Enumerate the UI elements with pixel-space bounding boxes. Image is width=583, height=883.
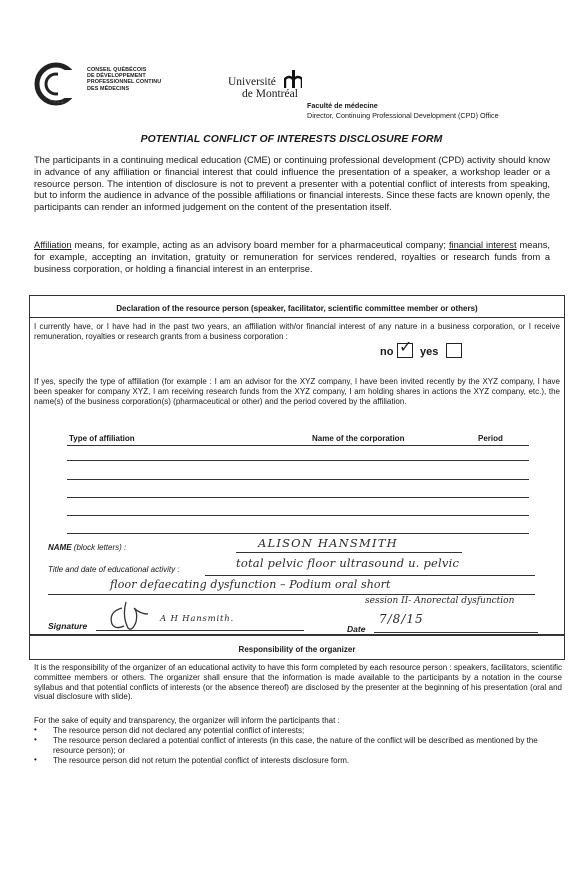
date-value[interactable]: 7/8/15 <box>379 612 424 626</box>
declaration-heading: Declaration of the resource person (speaker, facilitator, scientific committee member or others) <box>116 304 478 313</box>
table-header-corporation: Name of the corporation <box>312 434 405 443</box>
table-line[interactable] <box>67 460 529 461</box>
name-line <box>236 552 462 553</box>
check-icon: ✓ <box>399 339 413 356</box>
yes-label: yes <box>420 346 439 358</box>
activity-value-line1[interactable]: total pelvic floor ultrasound u. pelvic <box>236 556 460 570</box>
page-title: POTENTIAL CONFLICT OF INTERESTS DISCLOSURE FORM <box>140 134 443 145</box>
signature-value[interactable]: A H Hansmith. <box>160 614 235 624</box>
no-checkbox[interactable] <box>397 339 413 358</box>
activity-value-line3[interactable]: session II- Anorectal dysfunction <box>365 596 515 606</box>
name-label-bold: NAME <box>48 543 72 552</box>
cqdpcm-line: DES MÉDECINS <box>87 85 130 92</box>
cqdpcm-logo <box>34 62 88 106</box>
if-yes-instructions: If yes, specify the type of affiliation (for example : I am an advisor for the XYZ company, I have been invited recently by the XYZ company, I have been speaker for company XYZ, I am receiving research funds from the XYZ company, I am holding shares in actions the XYZ company, etc.), the name(s) of the business corporation(s) (pharmaceutical or other) and the period covered by the affiliation. <box>34 377 560 406</box>
signature-line <box>96 630 304 631</box>
bullet-dot: • <box>34 725 37 734</box>
udem-line2: de Montréal <box>242 88 298 100</box>
cqdpcm-line: PROFESSIONNEL CONTINU <box>87 79 162 86</box>
affiliation-text: means, for example, acting as an advisory board member for a pharmaceutical company; <box>71 240 449 250</box>
table-line[interactable] <box>67 533 529 534</box>
signature-label: Signature <box>48 621 88 631</box>
date-line <box>374 632 538 633</box>
udem-line1: Université <box>228 76 276 88</box>
affiliation-term: Affiliation <box>34 240 72 250</box>
table-header-type: Type of affiliation <box>69 434 135 443</box>
financial-term: financial interest <box>448 240 517 250</box>
table-line[interactable] <box>67 445 529 446</box>
cqdpcm-line: DE DÉVELOPPEMENT <box>87 73 146 80</box>
definitions-paragraph <box>34 240 550 275</box>
bullet-dot: • <box>34 735 37 744</box>
office: Director, Continuing Professional Development (CPD) Office <box>307 111 499 120</box>
table-line[interactable] <box>67 479 529 480</box>
name-label <box>48 543 126 552</box>
faculty: Faculté de médecine <box>307 101 378 110</box>
organizer-paragraph: It is the responsibility of the organizer of an educational activity to have this form completed by each resource person : speakers, facilitators, scientific committee members or others. The organizer shall ensure that the information is made available to the participants by a notation in the course syllabus and that potential conflicts of interests (or the absence thereof) are disclosed by the presenter at the beginning of his presentation (oral and visual disclosure with slide). <box>34 663 562 702</box>
organizer-heading: Responsibility of the organizer <box>238 645 356 654</box>
cqdpcm-line: CONSEIL QUÉBÉCOIS <box>87 67 147 73</box>
declaration-statement: I currently have, or I have had in the past two years, an affiliation with/or financial interest of any nature in a business corporation, or I receive remuneration, royalties or research grants from a business corporation : <box>34 322 560 341</box>
udem-emblem-icon <box>284 70 302 88</box>
table-header-period: Period <box>478 434 503 443</box>
list-item: The resource person declared a potential conflict of interests (in this case, the nature of the conflict will be described as mentioned by the resource person); or <box>53 736 538 755</box>
date-label: Date <box>347 624 366 634</box>
bullet-dot: • <box>34 755 37 764</box>
cqdpcm-logo-icon <box>34 62 88 106</box>
signature-scribble-icon <box>104 600 154 634</box>
activity-label: Title and date of educational activity : <box>48 565 180 574</box>
udem-logo <box>228 70 308 100</box>
table-line[interactable] <box>67 497 529 498</box>
financial-text: means, for example, accepting an invitation, gratuity or remuneration for services rendered, royalties or research funds from a business corporation, or holding a financial interest in an enterprise. <box>34 240 550 274</box>
declaration-divider <box>29 317 565 318</box>
name-hint: (block letters) : <box>71 543 127 552</box>
activity-line <box>48 594 535 595</box>
table-line[interactable] <box>67 515 529 516</box>
list-item: The resource person did not return the potential conflict of interests disclosure form. <box>53 756 350 765</box>
organizer-intro: For the sake of equity and transparency, the organizer will inform the participants that : <box>34 716 340 725</box>
activity-value-line2[interactable]: floor defaecating dysfunction – Podium oral short <box>110 578 391 591</box>
cqdpcm-name <box>87 67 161 92</box>
yes-checkbox[interactable] <box>446 343 462 358</box>
activity-line <box>205 575 535 576</box>
no-label: no <box>380 346 394 358</box>
list-item: The resource person did not declared any potential conflict of interests; <box>53 726 305 735</box>
name-value[interactable]: ALISON HANSMITH <box>258 536 398 550</box>
intro-paragraph: The participants in a continuing medical education (CME) or continuing professional development (CPD) activity should know in advance of any affiliation or financial interest that could influence the presentation of a speaker, a workshop leader or a resource person. The intention of disclosure is not to prevent a presenter with a potential conflict of interests from speaking, but to inform the audience in advance of the possible affiliations or financial interests. Since these facts are known openly, the participants can render an informed judgement on the content of the presentation itself. <box>34 155 550 213</box>
